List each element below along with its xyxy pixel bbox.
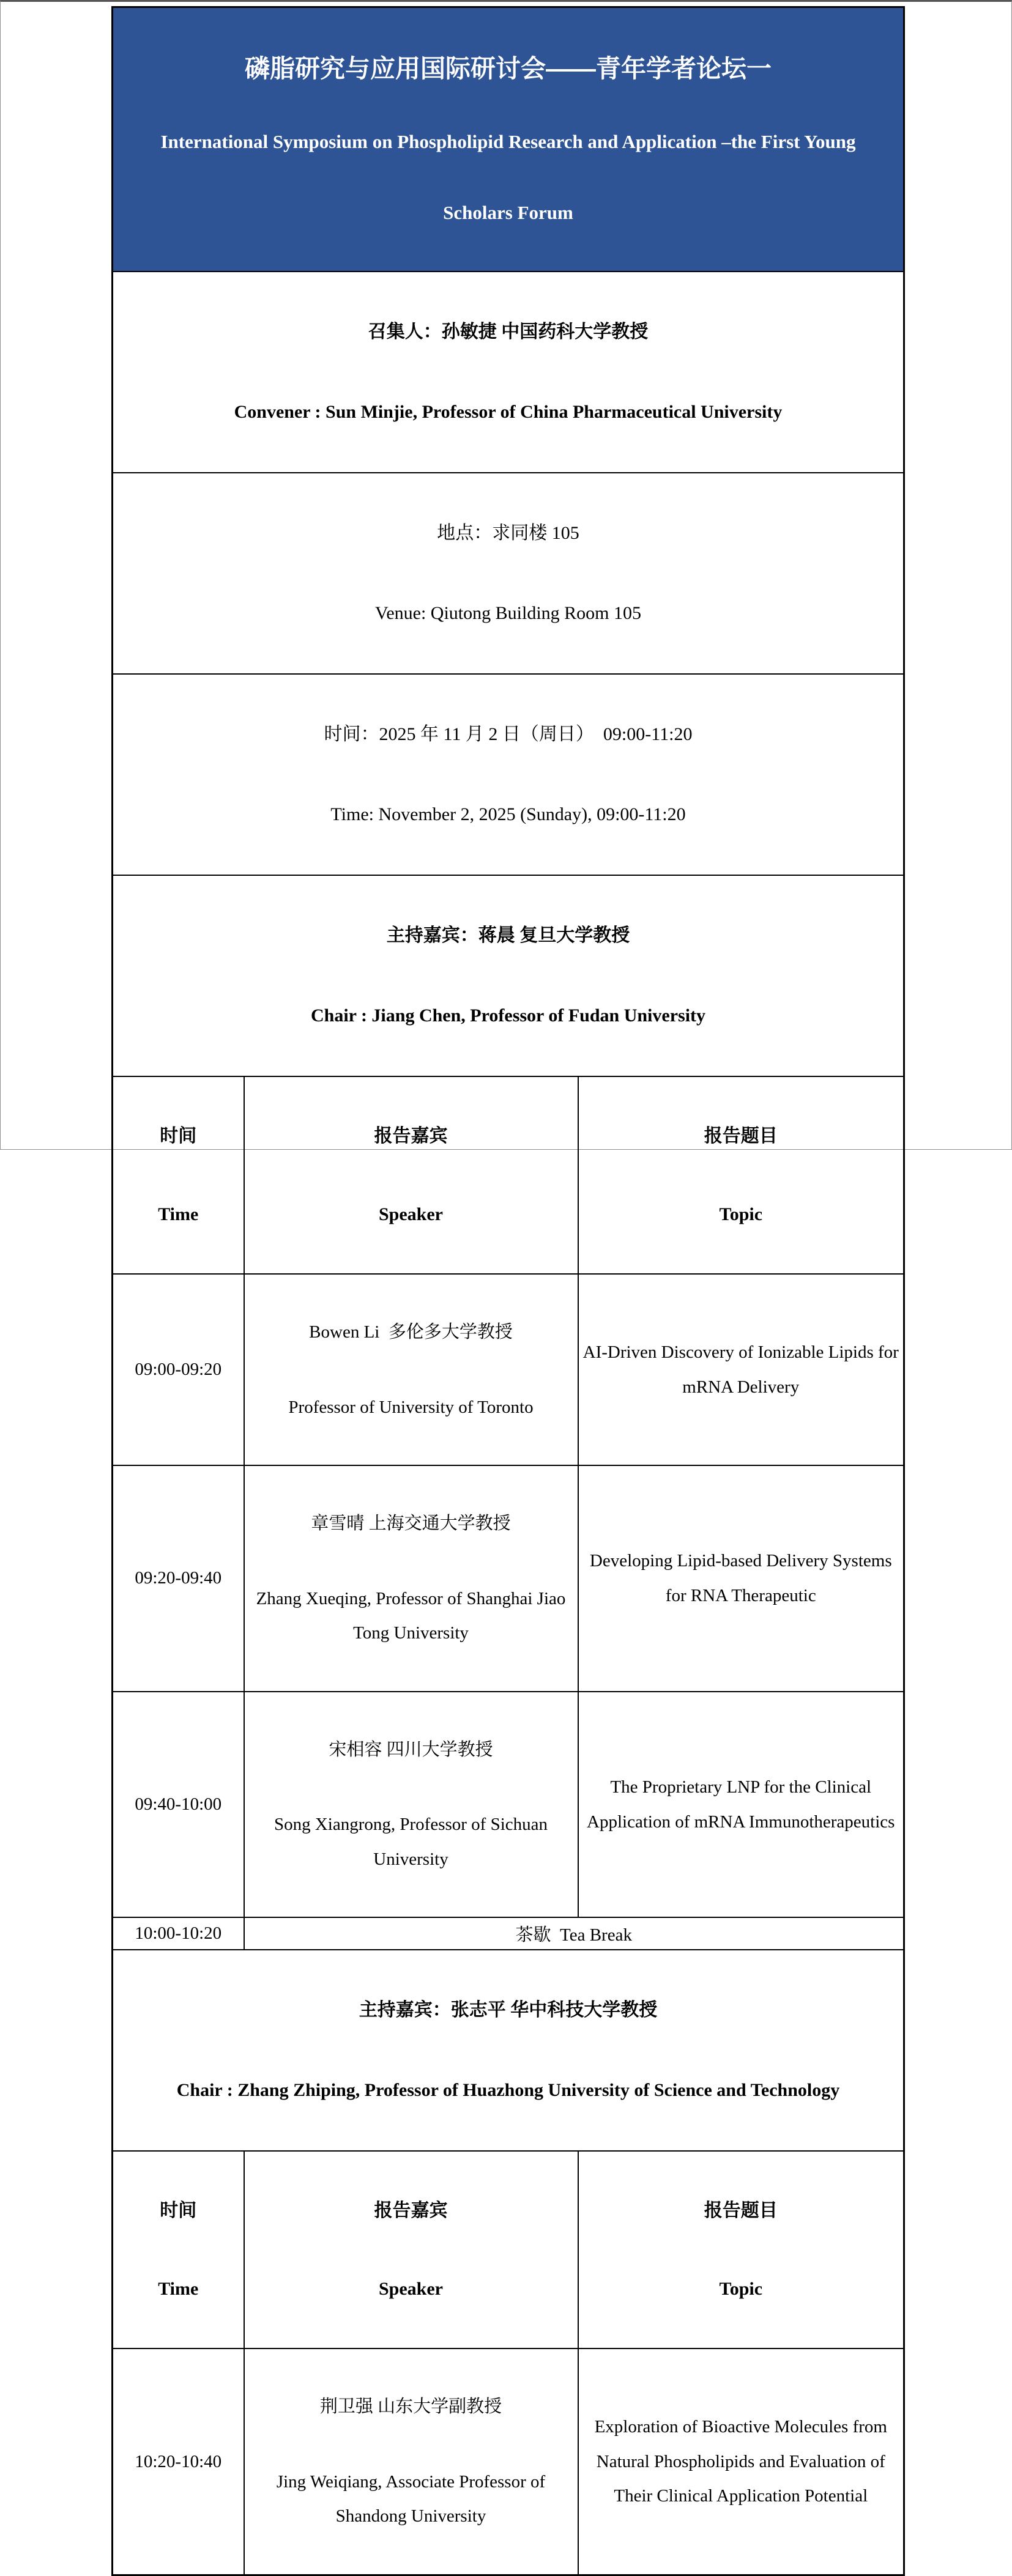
convener-row [113, 272, 904, 473]
session2-row1-speaker [244, 2348, 578, 2575]
tea-break-row [113, 1917, 904, 1950]
column-header-speaker-en: Speaker [379, 1204, 443, 1224]
speaker-zh: 宋相容 四川大学教授 [329, 1739, 493, 1760]
speaker-en: Song Xiangrong, Professor of Sichuan University [273, 1815, 553, 1869]
speaker-en: Zhang Xueqing, Professor of Shanghai Jiao Tong University [256, 1588, 570, 1643]
session2-row1-time: 10:20-10:40 [113, 2348, 244, 2575]
venue-en: Venue: Qiutong Building Room 105 [375, 602, 641, 623]
column-header-speaker-zh: 报告嘉宾 [374, 1126, 448, 1146]
column-header-time-en: Time [158, 2278, 199, 2299]
topic-text: AI-Driven Discovery of Ionizable Lipids for mRNA Delivery [582, 1342, 904, 1397]
column-header-row-1 [113, 1076, 904, 1274]
convener-en: Convener : Sun Minjie, Professor of China Pharmaceutical University [234, 401, 783, 422]
time-zh: 时间：2025 年 11 月 2 日（周日） 09:00-11:20 [324, 724, 693, 744]
column-header-time [113, 1076, 244, 1274]
speaker-en: Jing Weiqiang, Associate Professor of Shandong University [276, 2471, 550, 2526]
column-header-topic-en: Topic [719, 1204, 763, 1224]
session1-row1-speaker [244, 1274, 578, 1465]
column-header-speaker [244, 1076, 578, 1274]
session1-row2-speaker [244, 1465, 578, 1692]
session2-row1-topic [578, 2348, 904, 2575]
convener-cell [113, 272, 904, 473]
speaker-en: Professor of University of Toronto [288, 1397, 534, 1417]
column-header-topic [578, 1076, 904, 1274]
time-row [113, 674, 904, 875]
tea-break-label: 茶歇 Tea Break [244, 1917, 904, 1950]
table-row [113, 1465, 904, 1692]
banner-title-en-line2: Scholars Forum [443, 202, 573, 223]
session1-row3-topic [578, 1692, 904, 1918]
venue-zh: 地点：求同楼 105 [437, 523, 579, 543]
chair1-cell [113, 875, 904, 1076]
table-row [113, 2348, 904, 2575]
column-header-topic [578, 2151, 904, 2348]
banner-title-en-line1: International Symposium on Phospholipid Research and Application –the First Young [160, 131, 856, 152]
session1-row2-topic [578, 1465, 904, 1692]
column-header-row-2 [113, 2151, 904, 2348]
venue-row [113, 473, 904, 674]
chair1-row [113, 875, 904, 1076]
speaker-zh: 章雪晴 上海交通大学教授 [311, 1514, 511, 1534]
column-header-time-zh: 时间 [160, 1126, 197, 1146]
chair1-zh: 主持嘉宾：蒋晨 复旦大学教授 [386, 925, 630, 946]
column-header-time-zh: 时间 [160, 2200, 197, 2221]
session1-row1-time: 09:00-09:20 [113, 1274, 244, 1465]
topic-text: The Proprietary LNP for the Clinical Application of mRNA Immunotherapeutics [587, 1777, 895, 1832]
column-header-time-en: Time [158, 1204, 199, 1224]
banner-row [113, 7, 904, 272]
column-header-topic-en: Topic [719, 2278, 763, 2299]
chair2-cell [113, 1950, 904, 2151]
session1-row2-time: 09:20-09:40 [113, 1465, 244, 1692]
venue-cell [113, 473, 904, 674]
column-header-topic-zh: 报告题目 [704, 2200, 778, 2221]
chair2-zh: 主持嘉宾：张志平 华中科技大学教授 [359, 2000, 658, 2021]
convener-zh: 召集人：孙敏捷 中国药科大学教授 [368, 322, 649, 342]
topic-text: Developing Lipid-based Delivery Systems for RNA Therapeutic [589, 1551, 896, 1605]
column-header-time [113, 2151, 244, 2348]
session1-row3-speaker [244, 1692, 578, 1918]
time-cell-info [113, 674, 904, 875]
column-header-speaker [244, 2151, 578, 2348]
table-row [113, 1274, 904, 1465]
session1-row1-topic [578, 1274, 904, 1465]
symposium-program-table [111, 6, 905, 2576]
column-header-speaker-zh: 报告嘉宾 [374, 2200, 448, 2221]
column-header-topic-zh: 报告题目 [704, 1126, 778, 1146]
chair2-row [113, 1950, 904, 2151]
column-header-speaker-en: Speaker [379, 2278, 443, 2299]
table-row [113, 1692, 904, 1918]
speaker-zh: Bowen Li 多伦多大学教授 [309, 1322, 513, 1342]
chair1-en: Chair : Jiang Chen, Professor of Fudan University [310, 1005, 706, 1026]
banner-title-zh: 磷脂研究与应用国际研讨会——青年学者论坛一 [245, 54, 772, 83]
tea-break-time: 10:00-10:20 [113, 1917, 244, 1950]
session1-row3-time: 09:40-10:00 [113, 1692, 244, 1918]
topic-text: Exploration of Bioactive Molecules from Natural Phospholipids and Evaluation of Their Clinical Application Potential [594, 2417, 892, 2506]
speaker-zh: 荆卫强 山东大学副教授 [319, 2397, 502, 2417]
chair2-en: Chair : Zhang Zhiping, Professor of Huazhong University of Science and Technology [176, 2079, 840, 2100]
banner-cell [113, 7, 904, 272]
time-en: Time: November 2, 2025 (Sunday), 09:00-11:20 [330, 804, 686, 824]
